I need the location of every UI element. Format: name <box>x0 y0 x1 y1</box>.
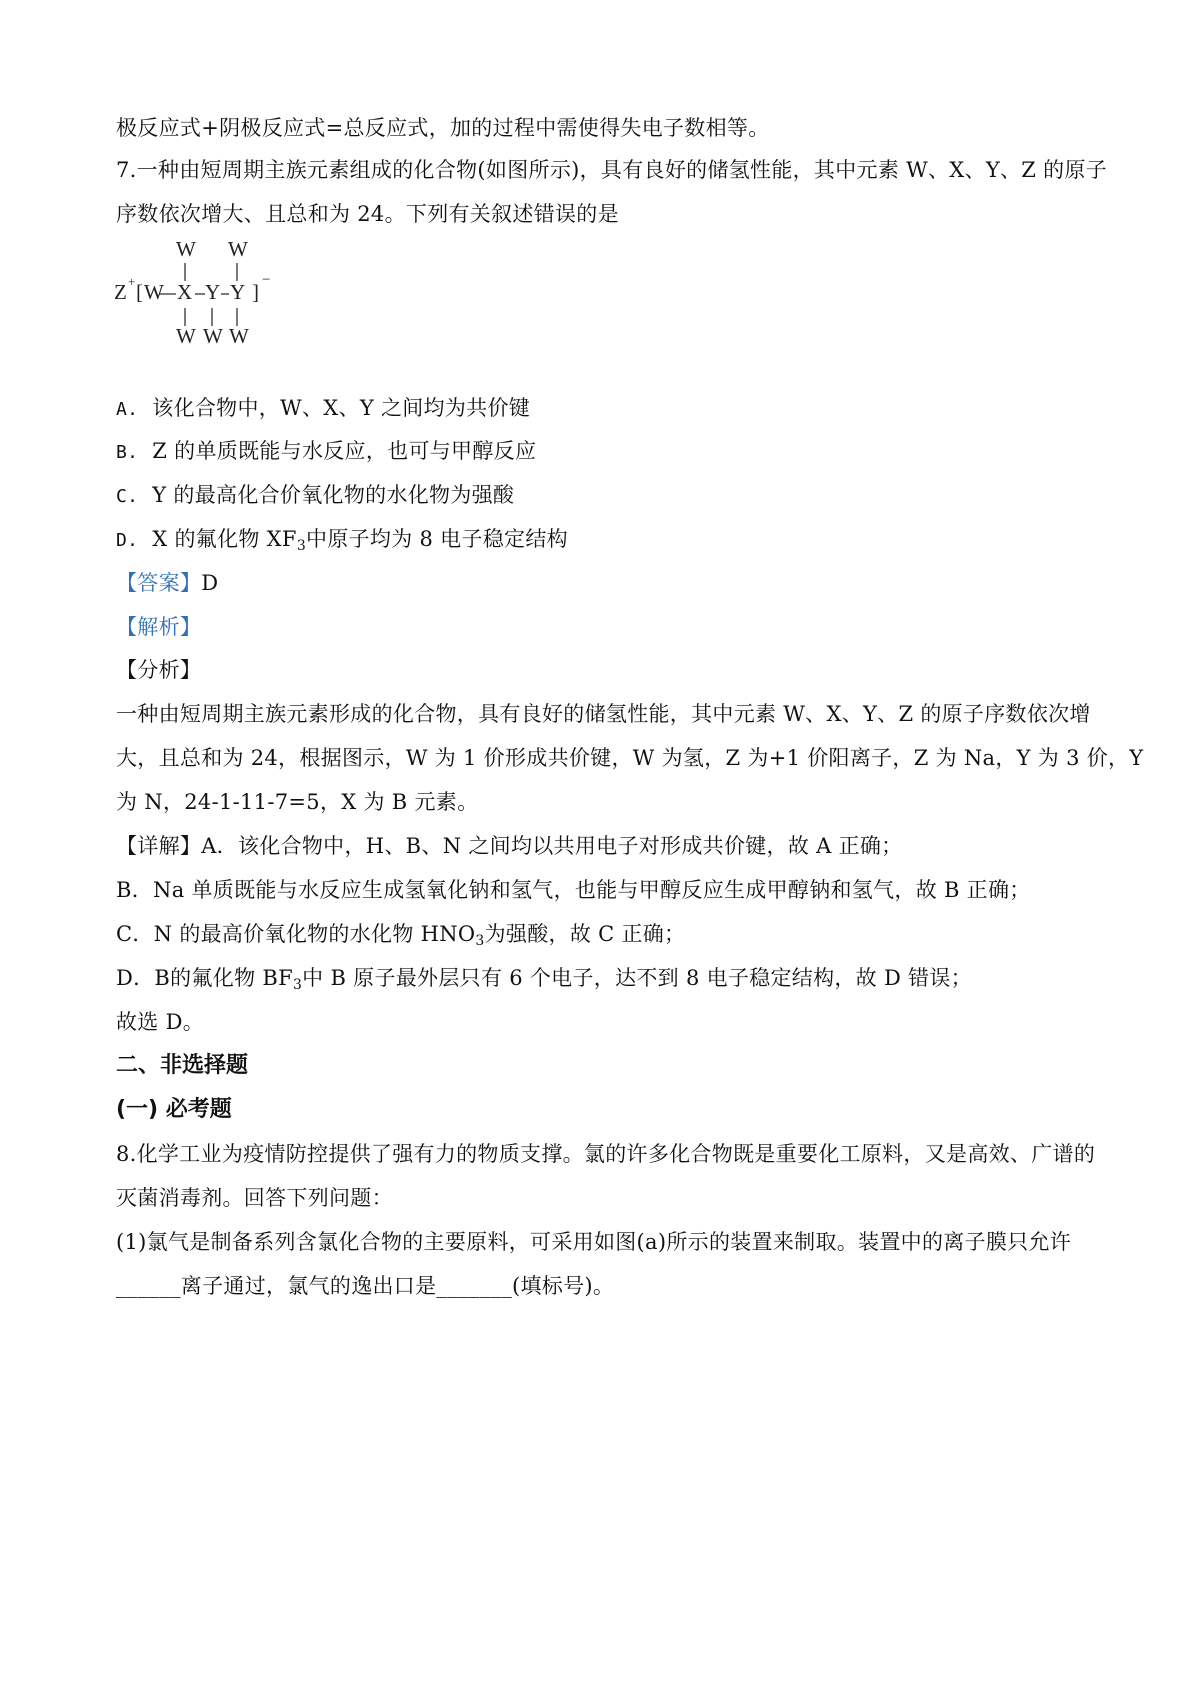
option-d <box>116 524 568 556</box>
atom-w: W <box>229 324 249 348</box>
answer-line <box>116 568 218 598</box>
option-c-text: Y 的最高化合价氧化物的水化物为强酸 <box>152 483 515 507</box>
structure-formula-figure <box>112 237 312 378</box>
option-b-letter: B. <box>116 442 139 463</box>
option-c <box>116 480 514 512</box>
fenxi-label: 【分析】 <box>116 658 202 682</box>
option-c-letter: C. <box>116 486 139 507</box>
option-a-letter: A. <box>116 399 139 420</box>
atom-z: Z <box>114 280 127 304</box>
detail-b: B．Na 单质既能与水反应生成氢氧化钠和氢气，也能与甲醇反应生成甲醇钠和氢气，故 B 正确； <box>116 878 1031 902</box>
option-d-text-end: 中原子均为 8 电子稳定结构 <box>306 527 568 551</box>
detail-a: 【详解】A．该化合物中，H、B、N 之间均以共用电子对形成共价键，故 A 正确； <box>116 834 903 858</box>
question-8-stem: 8.化学工业为疫情防控提供了强有力的物质支撑。氯的许多化合物既是重要化工原料，又是高效、广谱的 <box>116 1142 1096 1166</box>
z-charge: + <box>128 274 136 289</box>
text-line: 极反应式+阴极反应式=总反应式，加的过程中需使得失电子数相等。 <box>116 116 770 140</box>
detail-c-text-end: 为强酸，故 C 正确； <box>484 922 686 946</box>
atom-x: X <box>177 280 193 304</box>
option-a <box>116 393 530 425</box>
question-8-part-1: (1)氯气是制备系列含氯化合物的主要原料，可采用如图(a)所示的装置来制取。装置中的离子膜只允许 <box>116 1230 1072 1254</box>
atom-w: W <box>176 237 196 261</box>
question-8-stem-cont: 灭菌消毒剂。回答下列问题： <box>116 1186 393 1210</box>
question-8-part-1-cont: ______离子通过，氯气的逸出口是_______(填标号)。 <box>116 1274 615 1298</box>
atom-w: W <box>176 324 196 348</box>
atom-w: W <box>144 280 164 304</box>
atom-y: Y <box>230 280 246 304</box>
right-bracket: ] <box>252 280 259 304</box>
subscript: 3 <box>475 933 485 949</box>
structure-bonds <box>112 258 312 378</box>
section-title: 二、非选择题 <box>116 1053 249 1078</box>
subscript: 3 <box>296 538 307 554</box>
atom-w: W <box>228 237 248 261</box>
atom-w: W <box>203 324 223 348</box>
answer-label: 【答案】 <box>116 571 202 595</box>
subscript: 3 <box>292 977 303 993</box>
option-b-text: Z 的单质既能与水反应，也可与甲醇反应 <box>152 439 537 463</box>
fenxi-paragraph: 一种由短周期主族元素形成的化合物，具有良好的储氢性能，其中元素 W、X、Y、Z 的原子序数依次增 <box>116 702 1091 726</box>
fenxi-paragraph: 大，且总和为 24，根据图示，W 为 1 价形成共价键，W 为氢，Z 为+1 价阳离子，Z 为 Na，Y 为 3 价，Y <box>116 746 1144 770</box>
answer-value: D <box>201 571 219 595</box>
option-b <box>116 436 536 468</box>
anion-charge: − <box>262 272 271 288</box>
analysis-label: 【解析】 <box>116 615 202 639</box>
detail-d-text: D．B的氟化物 BF <box>116 966 293 990</box>
option-d-text: X 的氟化物 XF <box>152 527 297 551</box>
fenxi-paragraph: 为 N，24-1-11-7=5，X 为 B 元素。 <box>116 790 479 814</box>
atom-y: Y <box>205 280 221 304</box>
detail-c-text: C．N 的最高价氧化物的水化物 HNO <box>116 922 476 946</box>
detail-d <box>116 963 972 993</box>
section-subtitle: (一) 必考题 <box>116 1097 232 1122</box>
option-a-text: 该化合物中，W、X、Y 之间均为共价键 <box>152 396 531 420</box>
detail-d-text-end: 中 B 原子最外层只有 6 个电子，达不到 8 电子稳定结构，故 D 错误； <box>302 966 972 990</box>
left-bracket: [ <box>136 280 143 304</box>
detail-c <box>116 919 685 949</box>
question-7-stem-cont: 序数依次增大、且总和为 24。下列有关叙述错误的是 <box>116 202 619 226</box>
option-d-letter: D. <box>116 530 139 551</box>
conclusion: 故选 D。 <box>116 1010 205 1034</box>
question-7-stem: 7.一种由短周期主族元素组成的化合物(如图所示)，具有良好的储氢性能，其中元素 W、X、Y、Z 的原子 <box>116 158 1108 182</box>
